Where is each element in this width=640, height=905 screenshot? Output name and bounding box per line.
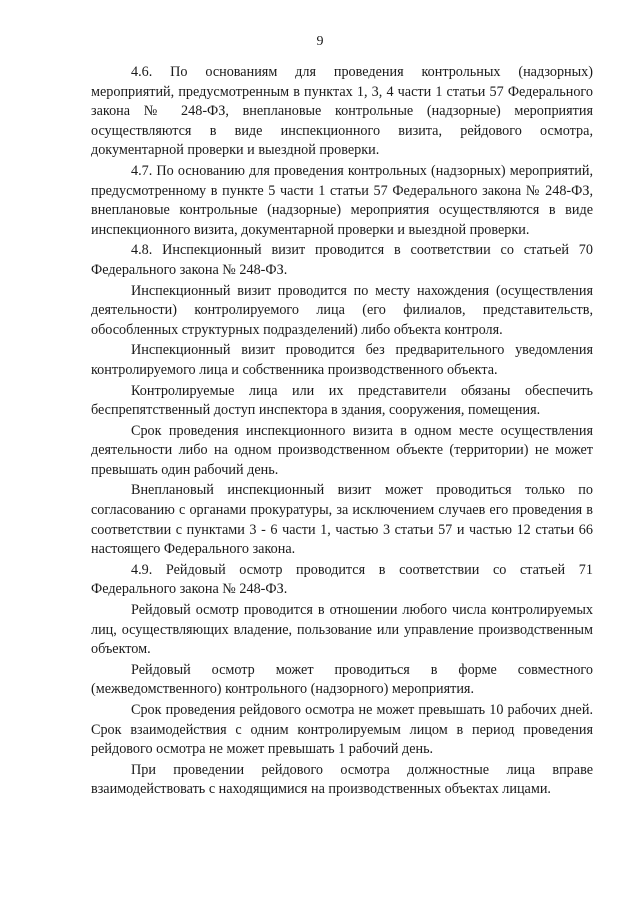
paragraph-raid-inspection-duration: Срок проведения рейдового осмотра не может превышать 10 рабочих дней. Срок взаимодействия с одним контролируемым лицом в период проведения рейдового осмотра не может превышать 1 рабочий день. xyxy=(91,702,593,758)
paragraph-4-8: 4.8. Инспекционный визит проводится в соответствии со статьей 70 Федерального закона № 248-ФЗ. xyxy=(91,242,593,278)
document-body xyxy=(91,63,593,800)
paragraph-raid-inspection-interaction: При проведении рейдового осмотра должностные лица вправе взаимодействовать с находящимися на производственных объектах лицами. xyxy=(91,761,593,798)
paragraph-inspection-visit-notice: Инспекционный визит проводится без предварительного уведомления контролируемого лица и собственника производственного объекта. xyxy=(91,342,593,378)
page-number: 9 xyxy=(316,34,324,49)
paragraph-inspection-visit-location: Инспекционный визит проводится по месту нахождения (осуществления деятельности) контролируемого лица (его филиалов, представительств, обособленных структурных подразделений) либо объекта контроля. xyxy=(91,282,593,338)
paragraph-4-7: 4.7. По основанию для проведения контрольных (надзорных) мероприятий, предусмотренному в пункте 5 части 1 статьи 57 Федерального закона № 248-ФЗ, внеплановые контрольные (надзорные) мероприятия осуществляются в виде инспекционного визита, документарной проверки и выездной проверки. xyxy=(91,162,593,238)
paragraph-unscheduled-visit: Внеплановый инспекционный визит может проводиться только по согласованию с органами прокуратуры, за исключением случаев его проведения в соответствии с пунктами 3 - 6 части 1, частью 3 статьи 57 и частью 12 статьи 66 настоящего Федерального закона. xyxy=(91,482,593,558)
paragraph-raid-inspection-scope: Рейдовый осмотр проводится в отношении любого числа контролируемых лиц, осуществляющих владение, пользование или управление производственным объектом. xyxy=(91,602,593,658)
paragraph-inspection-visit-duration: Срок проведения инспекционного визита в одном месте осуществления деятельности либо на одном производственном объекте (территории) не может превышать один рабочий день. xyxy=(91,422,593,478)
paragraph-raid-inspection-joint: Рейдовый осмотр может проводиться в форме совместного (межведомственного) контрольного (надзорного) мероприятия. xyxy=(91,661,593,698)
paragraph-access-obligation: Контролируемые лица или их представители обязаны обеспечить беспрепятственный доступ инспектора в здания, сооружения, помещения. xyxy=(91,382,593,419)
paragraph-4-6: 4.6. По основаниям для проведения контрольных (надзорных) мероприятий, предусмотренным в пунктах 1, 3, 4 части 1 статьи 57 Федерального закона № 248-ФЗ, внеплановые контрольные (надзорные) мероприятия осуществляются в виде инспекционного визита, рейдового осмотра, документарной проверки и выездной проверки. xyxy=(91,64,593,159)
paragraph-4-9: 4.9. Рейдовый осмотр проводится в соответствии со статьей 71 Федерального закона № 248-ФЗ. xyxy=(91,561,593,598)
